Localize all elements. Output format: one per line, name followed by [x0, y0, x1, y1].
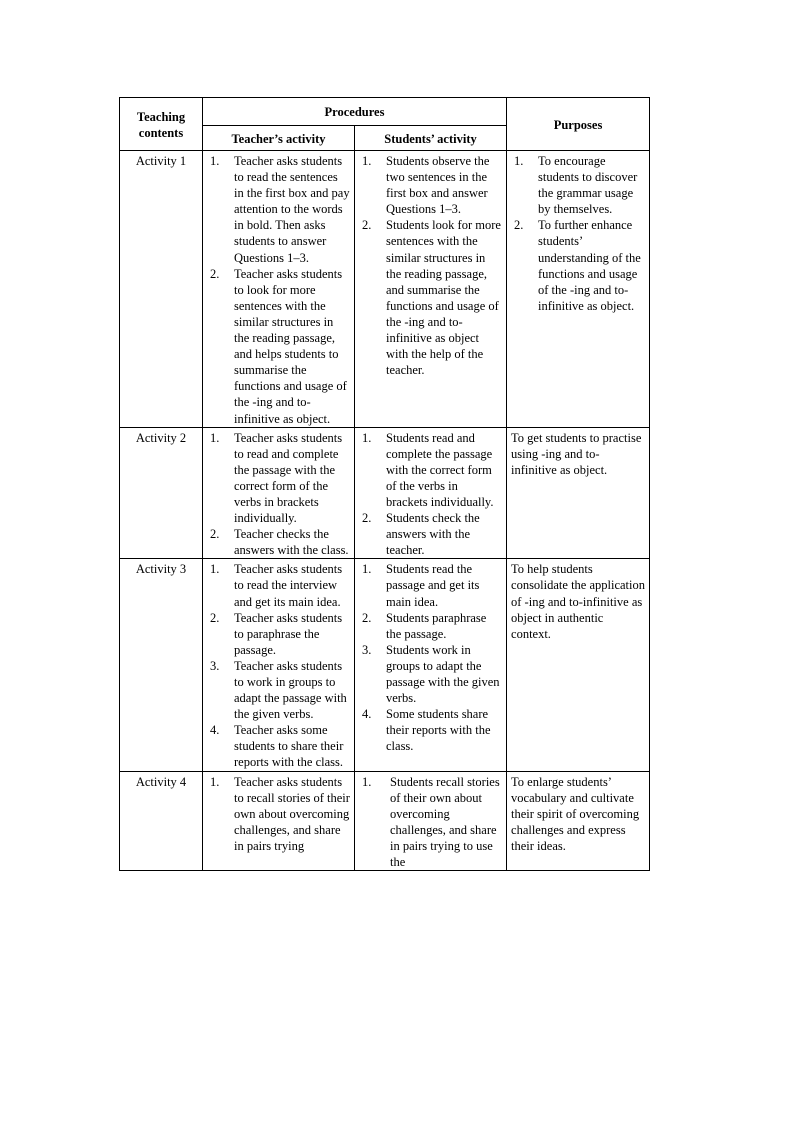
list-item: 1. Teacher asks students to recall stories of their own about overcoming challenges, and share in pairs trying: [210, 774, 350, 853]
list-item: 2. Students paraphrase the passage.: [362, 610, 487, 641]
item-text: Teacher checks the answers with the class.: [234, 527, 349, 558]
list-item: 2. Students look for more sentences with the similar structures in the reading passage, and summarise the functions and usage of the -ing and to-infinitive as object with the help of the teacher.: [362, 218, 501, 378]
activity-label: Activity 1: [120, 151, 203, 428]
list-item: 1. Teacher asks students to read the interview and get its main idea.: [210, 562, 343, 609]
list-item: 4. Teacher asks some students to share their reports with the class.: [210, 723, 344, 770]
table-row: [120, 771, 650, 871]
list-item: 3. Teacher asks students to work in groups to adapt the passage with the given verbs.: [210, 658, 347, 722]
item-text: Teacher asks students to read the sentences in the first box and pay attention to the words in bold. Then asks students to answer Questions 1–3.: [234, 154, 350, 265]
item-text: Some students share their reports with the class.: [386, 707, 491, 754]
activity-label: Activity 3: [120, 559, 203, 771]
list-item: 1. Teacher asks students to read the sentences in the first box and pay attention to the words in bold. Then asks students to answer Questions 1–3.: [210, 154, 350, 265]
list-item: 1. Students read the passage and get its main idea.: [362, 562, 480, 609]
item-text: Students read the passage and get its main idea.: [386, 562, 480, 609]
list-item: 4. Some students share their reports with the class.: [362, 707, 491, 754]
item-text: Teacher asks some students to share their reports with the class.: [234, 723, 344, 770]
activity-label: Activity 2: [120, 427, 203, 559]
item-text: Students recall stories of their own about overcoming challenges, and share in pairs trying to use the: [390, 774, 500, 870]
item-text: Teacher asks students to paraphrase the passage.: [234, 610, 343, 657]
item-text: Teacher asks students to look for more sentences with the similar structures in the reading passage, and helps students to summarise the functions and usage of the -ing and to-infinitive as object.: [234, 266, 347, 426]
list-item: 1. Students recall stories of their own about overcoming challenges, and share in pairs trying to use the: [362, 774, 500, 870]
item-text: Students read and complete the passage with the correct form of the verbs in brackets individually.: [386, 430, 494, 509]
teacher-activity-cell: [203, 559, 355, 771]
list-item: 1. Teacher asks students to read and complete the passage with the correct form of the verbs in brackets individually.: [210, 430, 343, 526]
students-activity-cell: [355, 559, 507, 771]
purpose-cell: To help students consolidate the application of -ing and to-infinitive as object in authentic context.: [507, 559, 650, 771]
students-activity-cell: [355, 427, 507, 559]
lesson-plan-table: [119, 97, 650, 871]
teacher-activity-cell: [203, 771, 355, 871]
item-text: Students paraphrase the passage.: [386, 610, 487, 641]
item-text: Teacher asks students to recall stories of their own about overcoming challenges, and share in pairs trying: [234, 774, 350, 853]
table-row: [120, 151, 650, 428]
item-text: Students work in groups to adapt the passage with the given verbs.: [386, 642, 500, 706]
purpose-cell: To get students to practise using -ing and to-infinitive as object.: [507, 427, 650, 559]
list-item: 1. Students read and complete the passage with the correct form of the verbs in brackets individually.: [362, 430, 494, 509]
list-item: 1. To encourage students to discover the grammar usage by themselves.: [514, 154, 638, 217]
purpose-cell: [507, 151, 650, 428]
table-row: [120, 427, 650, 559]
students-activity-cell: [355, 151, 507, 428]
list-item: 1. Students observe the two sentences in the first box and answer Questions 1–3.: [362, 154, 490, 217]
teacher-activity-header: Teacher’s activity: [203, 126, 355, 151]
item-text: Teacher asks students to read the interview and get its main idea.: [234, 562, 343, 609]
list-item: 2. Teacher asks students to paraphrase the passage.: [210, 610, 343, 657]
activity-label: Activity 4: [120, 771, 203, 871]
item-text: Students check the answers with the teacher.: [386, 511, 480, 558]
item-text: Students look for more sentences with the similar structures in the reading passage, and summarise the functions and usage of the -ing and to-infinitive as object with the help of the teacher.: [386, 218, 501, 378]
item-text: To further enhance students’ understanding of the functions and usage of the -ing and to-infinitive as object.: [538, 218, 641, 313]
list-item: 2. Teacher asks students to look for more sentences with the similar structures in the reading passage, and helps students to summarise the functions and usage of the -ing and to-infinitive as object.: [210, 266, 347, 426]
teaching-contents-header: Teaching contents: [120, 98, 203, 151]
procedures-header: Procedures: [203, 98, 507, 126]
students-activity-header: Students’ activity: [355, 126, 507, 151]
item-text: Teacher asks students to read and complete the passage with the correct form of the verbs in brackets individually.: [234, 430, 343, 526]
item-text: To encourage students to discover the grammar usage by themselves.: [538, 154, 638, 217]
purpose-cell: To enlarge students’ vocabulary and cultivate their spirit of overcoming challenges and express their ideas.: [507, 771, 650, 871]
item-text: Teacher asks students to work in groups to adapt the passage with the given verbs.: [234, 658, 347, 722]
purposes-header: Purposes: [507, 98, 650, 151]
students-activity-cell: [355, 771, 507, 871]
table-row: [120, 559, 650, 771]
list-item: 2. Teacher checks the answers with the class.: [210, 527, 349, 558]
header-row: [120, 98, 650, 126]
list-item: 2. To further enhance students’ understanding of the functions and usage of the -ing and to-infinitive as object.: [514, 218, 641, 313]
item-text: Students observe the two sentences in the first box and answer Questions 1–3.: [386, 154, 490, 217]
teacher-activity-cell: [203, 427, 355, 559]
list-item: 3. Students work in groups to adapt the passage with the given verbs.: [362, 642, 500, 706]
teacher-activity-cell: [203, 151, 355, 428]
list-item: 2. Students check the answers with the teacher.: [362, 511, 480, 558]
